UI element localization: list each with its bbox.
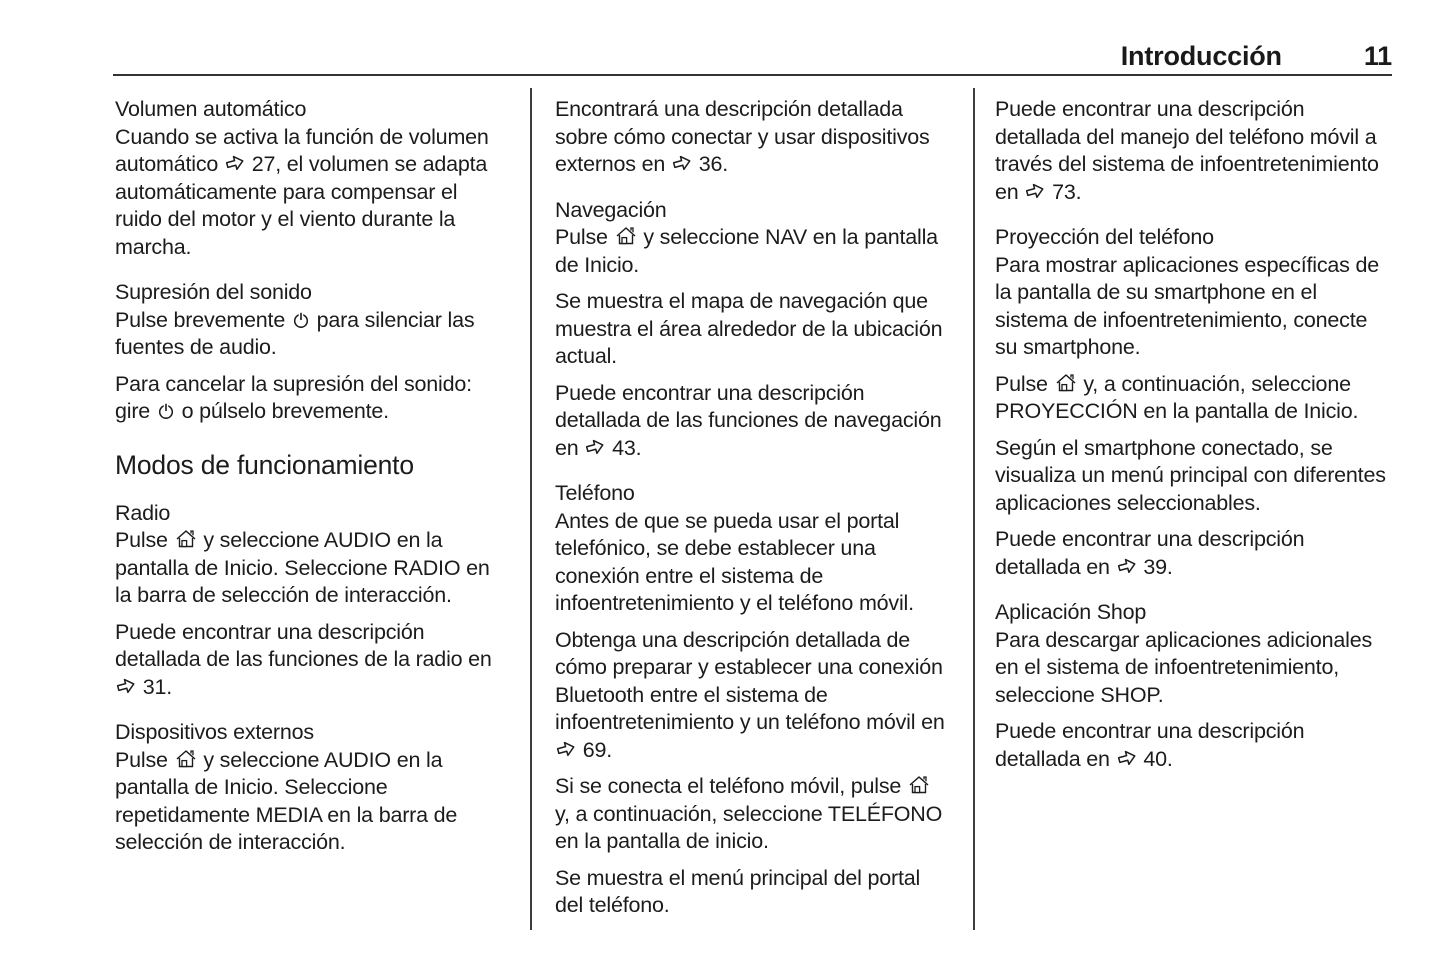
paragraph [995, 435, 1388, 518]
columns-container [115, 96, 1388, 920]
paragraph [995, 252, 1388, 362]
text-run: y seleccione AUDIO en la pantalla de Inicio. Seleccione repetidamente MEDIA en la barra de selección de interacción. [115, 747, 458, 854]
paragraph [555, 224, 948, 279]
text-run: Según el smartphone conectado, se visualiza un menú principal con diferentes aplicaciones seleccionables. [995, 435, 1386, 515]
paragraph [115, 527, 508, 610]
column-1 [115, 96, 508, 920]
paragraph [555, 96, 948, 179]
page-number: 11 [1363, 41, 1392, 71]
paragraph [555, 380, 948, 463]
subsection-heading: Radio [115, 500, 171, 525]
text-run: Pulse [995, 371, 1054, 396]
text-run: 27, el volumen se adapta automáticamente para compensar el ruido del motor y el viento durante la marcha. [115, 152, 488, 259]
column-divider [530, 88, 532, 930]
paragraph [995, 526, 1388, 581]
column-divider [973, 88, 975, 930]
text-run: Se muestra el mapa de navegación que muestra el área alrededor de la ubicación actual. [555, 289, 943, 368]
paragraph [995, 718, 1388, 773]
text-run: Cuando se activa la función de volumen automático [115, 124, 489, 176]
text-run: Puede encontrar una descripción detallada en [995, 719, 1305, 771]
home-icon [1055, 372, 1077, 393]
column-2 [555, 96, 948, 920]
column-3 [995, 96, 1388, 920]
text-run: Para descargar aplicaciones adicionales en el sistema de infoentretenimiento, seleccione SHOP. [995, 627, 1373, 707]
home-icon [175, 528, 197, 549]
text-run: 31. [137, 674, 173, 699]
paragraph [115, 371, 508, 426]
text-run: Puede encontrar una descripción detallada en [995, 527, 1305, 579]
paragraph [555, 773, 948, 856]
page-reference-arrow-icon [225, 153, 245, 173]
text-run: Encontrará una descripción detallada sobre cómo conectar y usar dispositivos externos en [555, 97, 930, 176]
subsection-heading: Aplicación Shop [995, 600, 1147, 624]
text-run: y, a continuación, seleccione TELÉFONO en la pantalla de inicio. [555, 801, 943, 853]
text-run: para silenciar las fuentes de audio. [115, 307, 475, 359]
paragraph [115, 619, 508, 702]
text-run: y, a continuación, seleccione PROYECCIÓN en la pantalla de Inicio. [995, 371, 1359, 423]
subsection-heading: Dispositivos externos [115, 720, 314, 744]
page-reference-arrow-icon [1117, 556, 1137, 576]
text-run: Pulse [115, 528, 174, 552]
power-icon [292, 311, 310, 329]
text-run: 73. [1046, 179, 1082, 204]
page-reference-arrow-icon [116, 676, 136, 696]
home-icon [908, 774, 930, 795]
page-header [1121, 41, 1392, 72]
paragraph [555, 627, 948, 765]
text-run: y seleccione AUDIO en la pantalla de Inicio. Seleccione RADIO en la barra de selección de interacción. [115, 528, 490, 607]
paragraph [995, 96, 1388, 206]
subsection-heading: Supresión del sonido [115, 280, 312, 304]
text-run: 36. [692, 152, 728, 176]
text-run: Pulse [115, 747, 174, 772]
text-run: 69. [577, 737, 613, 762]
subsection-heading: Navegación [555, 197, 667, 222]
subsection-heading: Proyección del teléfono [995, 225, 1214, 249]
paragraph [115, 124, 508, 262]
text-run: Obtenga una descripción detallada de cómo preparar y establecer una conexión Bluetooth entre el sistema de infoentretenimiento y un teléfono móvil en [555, 627, 945, 734]
paragraph [555, 865, 948, 920]
text-run: Pulse brevemente [115, 307, 291, 332]
paragraph [555, 508, 948, 618]
text-run: Pulse [555, 225, 614, 249]
text-run: Puede encontrar una descripción detallada de las funciones de navegación en [555, 380, 942, 460]
page-reference-arrow-icon [1025, 181, 1045, 201]
power-icon [157, 402, 175, 420]
paragraph [995, 627, 1388, 710]
text-run: Para mostrar aplicaciones específicas de la pantalla de su smartphone en el sistema de infoentretenimiento, conecte su smartphone. [995, 252, 1379, 359]
home-icon [175, 748, 197, 769]
page-title: Introducción [1120, 41, 1282, 71]
text-run: Puede encontrar una descripción detallada del manejo del teléfono móvil a través del sistema de infoentretenimiento en [995, 97, 1379, 204]
page-reference-arrow-icon [672, 153, 692, 173]
text-run: 39. [1137, 554, 1173, 579]
text-run: Si se conecta el teléfono móvil, pulse [555, 774, 907, 798]
text-run: o púlselo brevemente. [175, 399, 389, 423]
header-rule [113, 74, 1392, 76]
text-run: Se muestra el menú principal del portal del teléfono. [555, 865, 921, 917]
text-run: Antes de que se pueda usar el portal telefónico, se debe establecer una conexión entre el sistema de infoentretenimiento y el teléfono móvil. [555, 508, 914, 615]
text-run: y seleccione NAV en la pantalla de Inicio. [555, 225, 938, 277]
subsection-heading: Volumen automático [115, 97, 307, 121]
page-reference-arrow-icon [556, 739, 576, 759]
text-run: 43. [606, 435, 642, 460]
paragraph [555, 288, 948, 371]
paragraph [995, 371, 1388, 426]
subsection-heading: Teléfono [555, 481, 635, 505]
home-icon [615, 225, 637, 246]
page-reference-arrow-icon [1117, 748, 1137, 768]
paragraph [115, 747, 508, 857]
text-run: Puede encontrar una descripción detallada de las funciones de la radio en [115, 619, 492, 671]
paragraph [115, 307, 508, 362]
section-heading: Modos de funcionamiento [115, 449, 414, 480]
page-reference-arrow-icon [585, 437, 605, 457]
text-run: Para cancelar la supresión del sonido: gire [115, 371, 472, 423]
text-run: 40. [1137, 746, 1173, 771]
